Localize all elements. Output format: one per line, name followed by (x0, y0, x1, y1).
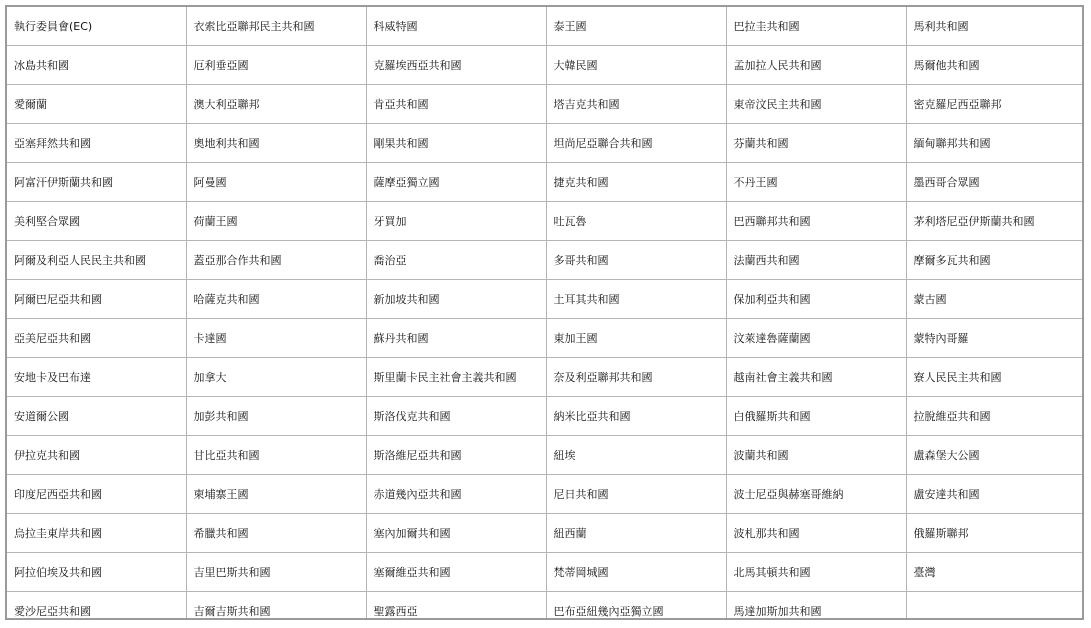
table-row (7, 85, 1084, 124)
table-cell: 阿拉伯埃及共和國 (7, 553, 186, 592)
table-row (7, 124, 1084, 163)
table-cell: 柬埔寨王國 (186, 475, 366, 514)
table-cell: 巴西聯邦共和國 (726, 202, 906, 241)
country-table-body (7, 7, 1084, 620)
table-cell: 大韓民國 (546, 46, 726, 85)
table-cell: 阿曼國 (186, 163, 366, 202)
table-cell: 剛果共和國 (366, 124, 546, 163)
table-cell: 法蘭西共和國 (726, 241, 906, 280)
table-cell: 俄羅斯聯邦 (906, 514, 1084, 553)
table-cell: 亞美尼亞共和國 (7, 319, 186, 358)
table-cell: 加拿大 (186, 358, 366, 397)
table-cell: 土耳其共和國 (546, 280, 726, 319)
table-cell: 梵蒂岡城國 (546, 553, 726, 592)
table-row (7, 46, 1084, 85)
table-row (7, 7, 1084, 46)
table-cell: 喬治亞 (366, 241, 546, 280)
country-table (7, 7, 1084, 620)
table-row (7, 319, 1084, 358)
table-row (7, 241, 1084, 280)
table-row (7, 202, 1084, 241)
table-cell: 美利堅合眾國 (7, 202, 186, 241)
table-cell: 塞爾維亞共和國 (366, 553, 546, 592)
table-cell: 巴布亞紐幾內亞獨立國 (546, 592, 726, 621)
table-cell: 坦尚尼亞聯合共和國 (546, 124, 726, 163)
table-cell: 甘比亞共和國 (186, 436, 366, 475)
table-cell: 阿爾巴尼亞共和國 (7, 280, 186, 319)
table-cell: 伊拉克共和國 (7, 436, 186, 475)
table-cell: 肯亞共和國 (366, 85, 546, 124)
table-cell: 蒙古國 (906, 280, 1084, 319)
table-cell: 臺灣 (906, 553, 1084, 592)
table-cell: 北馬其頓共和國 (726, 553, 906, 592)
table-cell: 馬爾他共和國 (906, 46, 1084, 85)
table-cell: 安道爾公國 (7, 397, 186, 436)
table-cell: 赤道幾內亞共和國 (366, 475, 546, 514)
table-cell: 東加王國 (546, 319, 726, 358)
table-cell: 吉里巴斯共和國 (186, 553, 366, 592)
table-cell: 盧安達共和國 (906, 475, 1084, 514)
table-cell: 斯洛維尼亞共和國 (366, 436, 546, 475)
table-cell: 印度尼西亞共和國 (7, 475, 186, 514)
table-cell: 馬利共和國 (906, 7, 1084, 46)
table-cell: 蒙特內哥羅 (906, 319, 1084, 358)
table-cell: 泰王國 (546, 7, 726, 46)
table-row (7, 358, 1084, 397)
table-cell: 拉脫維亞共和國 (906, 397, 1084, 436)
table-cell: 茅利塔尼亞伊斯蘭共和國 (906, 202, 1084, 241)
table-cell: 克羅埃西亞共和國 (366, 46, 546, 85)
table-cell: 越南社會主義共和國 (726, 358, 906, 397)
table-cell: 紐西蘭 (546, 514, 726, 553)
table-cell: 馬達加斯加共和國 (726, 592, 906, 621)
table-cell: 波札那共和國 (726, 514, 906, 553)
table-cell: 愛爾蘭 (7, 85, 186, 124)
table-row (7, 514, 1084, 553)
table-cell: 白俄羅斯共和國 (726, 397, 906, 436)
table-cell: 吐瓦魯 (546, 202, 726, 241)
table-cell: 塞內加爾共和國 (366, 514, 546, 553)
table-cell: 盧森堡大公國 (906, 436, 1084, 475)
table-cell: 墨西哥合眾國 (906, 163, 1084, 202)
table-cell: 不丹王國 (726, 163, 906, 202)
table-cell: 烏拉圭東岸共和國 (7, 514, 186, 553)
table-cell: 哈薩克共和國 (186, 280, 366, 319)
table-row (7, 280, 1084, 319)
table-cell: 保加利亞共和國 (726, 280, 906, 319)
table-cell: 牙買加 (366, 202, 546, 241)
table-cell: 斯里蘭卡民主社會主義共和國 (366, 358, 546, 397)
table-cell: 波蘭共和國 (726, 436, 906, 475)
table-cell: 紐埃 (546, 436, 726, 475)
table-cell: 阿富汗伊斯蘭共和國 (7, 163, 186, 202)
table-cell: 吉爾吉斯共和國 (186, 592, 366, 621)
table-cell: 芬蘭共和國 (726, 124, 906, 163)
table-cell: 愛沙尼亞共和國 (7, 592, 186, 621)
table-cell: 波士尼亞與赫塞哥維納 (726, 475, 906, 514)
table-cell: 阿爾及利亞人民民主共和國 (7, 241, 186, 280)
table-cell: 卡達國 (186, 319, 366, 358)
table-cell: 厄利垂亞國 (186, 46, 366, 85)
table-cell: 安地卡及巴布達 (7, 358, 186, 397)
table-row (7, 163, 1084, 202)
table-cell: 汶萊達魯薩蘭國 (726, 319, 906, 358)
table-row (7, 397, 1084, 436)
table-cell: 斯洛伐克共和國 (366, 397, 546, 436)
table-cell: 巴拉圭共和國 (726, 7, 906, 46)
table-cell: 希臘共和國 (186, 514, 366, 553)
table-cell: 寮人民民主共和國 (906, 358, 1084, 397)
table-row (7, 475, 1084, 514)
table-cell: 多哥共和國 (546, 241, 726, 280)
table-cell (906, 592, 1084, 621)
table-cell: 執行委員會(EC) (7, 7, 186, 46)
table-row (7, 592, 1084, 621)
table-cell: 孟加拉人民共和國 (726, 46, 906, 85)
table-cell: 塔吉克共和國 (546, 85, 726, 124)
country-table-frame (5, 5, 1084, 620)
table-cell: 尼日共和國 (546, 475, 726, 514)
table-cell: 澳大利亞聯邦 (186, 85, 366, 124)
table-cell: 加彭共和國 (186, 397, 366, 436)
table-cell: 摩爾多瓦共和國 (906, 241, 1084, 280)
table-cell: 奈及利亞聯邦共和國 (546, 358, 726, 397)
table-cell: 捷克共和國 (546, 163, 726, 202)
table-cell: 東帝汶民主共和國 (726, 85, 906, 124)
table-cell: 蓋亞那合作共和國 (186, 241, 366, 280)
table-cell: 奧地利共和國 (186, 124, 366, 163)
table-row (7, 553, 1084, 592)
table-cell: 新加坡共和國 (366, 280, 546, 319)
table-cell: 蘇丹共和國 (366, 319, 546, 358)
table-cell: 納米比亞共和國 (546, 397, 726, 436)
table-cell: 冰島共和國 (7, 46, 186, 85)
table-cell: 荷蘭王國 (186, 202, 366, 241)
table-cell: 衣索比亞聯邦民主共和國 (186, 7, 366, 46)
table-cell: 緬甸聯邦共和國 (906, 124, 1084, 163)
table-cell: 科威特國 (366, 7, 546, 46)
table-cell: 薩摩亞獨立國 (366, 163, 546, 202)
table-cell: 亞塞拜然共和國 (7, 124, 186, 163)
table-cell: 密克羅尼西亞聯邦 (906, 85, 1084, 124)
table-cell: 聖露西亞 (366, 592, 546, 621)
table-row (7, 436, 1084, 475)
